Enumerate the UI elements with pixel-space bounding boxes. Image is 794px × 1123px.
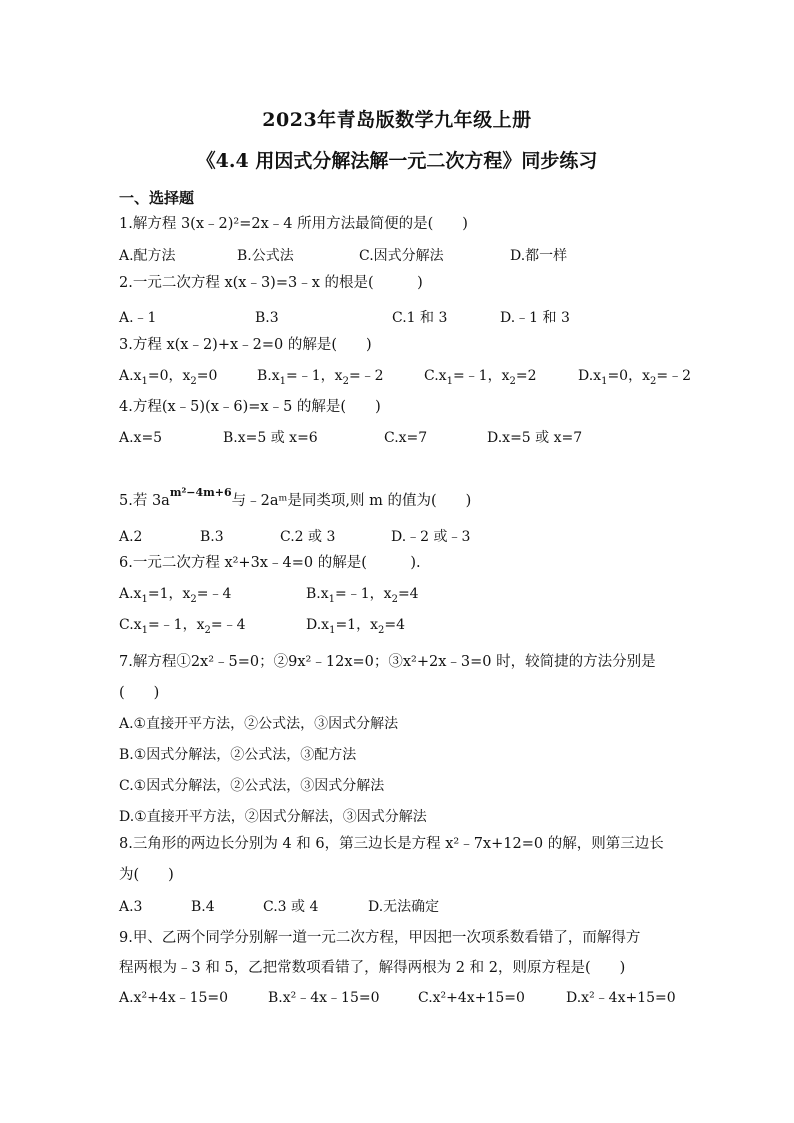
q3-option-b <box>257 366 384 392</box>
q6-b-sub1: 1 <box>328 593 336 605</box>
q2-option-c: C.1 和 3 <box>392 310 448 326</box>
q6-a-sub2: 2 <box>190 593 197 605</box>
question-9-stem-line2: 程两根为﹣3 和 5，乙把常数项看错了，解得两根为 2 和 2，则原方程是( ) <box>119 960 626 976</box>
q3-c-end: =2 <box>515 368 537 384</box>
q8-option-c: C.3 或 4 <box>263 899 319 915</box>
question-1-stem: 1.解方程 3(x﹣2)²=2x﹣4 所用方法最简便的是( ) <box>119 216 468 232</box>
question-9-stem-line1: 9.甲、乙两个同学分别解一道一元二次方程，甲因把一次项系数看错了，而解得方 <box>119 930 641 946</box>
question-5-stem <box>119 483 471 511</box>
section-heading: 一、选择题 <box>119 189 195 207</box>
q5-post: 与﹣2aᵐ是同类项,则 m 的值为( ) <box>231 493 472 509</box>
q6-d-sub1: 1 <box>329 624 336 636</box>
q6-c-pre: C.x <box>119 617 142 633</box>
q6-c-sub1: 1 <box>141 624 148 636</box>
q3-d-end: =﹣2 <box>656 368 692 384</box>
q6-c-mid: =﹣1，x <box>147 617 205 633</box>
q6-b-sub2: 2 <box>391 593 398 605</box>
q5-option-d: D.﹣2 或﹣3 <box>391 529 471 545</box>
q3-option-a <box>119 366 217 392</box>
q6-option-a <box>119 584 231 610</box>
q6-a-pre: A.x <box>119 586 142 602</box>
q3-option-d <box>578 366 691 392</box>
q6-d-mid: =1，x <box>335 617 378 633</box>
q7-option-c: C.①因式分解法，②公式法，③因式分解法 <box>119 778 385 794</box>
question-3-stem: 3.方程 x(x﹣2)+x﹣2=0 的解是( ) <box>119 337 372 353</box>
q6-c-end: =﹣4 <box>210 617 246 633</box>
q6-option-c <box>119 615 246 641</box>
q5-pre: 5.若 3a <box>119 493 170 509</box>
q1-option-b: B.公式法 <box>237 248 294 264</box>
question-8-stem-line1: 8.三角形的两边长分别为 4 和 6，第三边长是方程 x²﹣7x+12=0 的解，则第三边长 <box>119 836 664 852</box>
q3-a-sub2: 2 <box>190 375 197 387</box>
q9-option-d: D.x²﹣4x+15=0 <box>566 990 676 1006</box>
q3-option-c <box>424 366 537 392</box>
q3-c-mid: =﹣1，x <box>452 368 510 384</box>
q6-d-end: =4 <box>384 617 406 633</box>
q5-option-a: A.2 <box>119 529 143 545</box>
q3-b-sub1: 1 <box>279 375 287 387</box>
q5-option-c: C.2 或 3 <box>280 529 336 545</box>
q3-b-end: =﹣2 <box>348 368 384 384</box>
q7-option-b: B.①因式分解法，②公式法，③配方法 <box>119 747 357 763</box>
q4-option-c: C.x=7 <box>384 430 428 446</box>
q9-option-c: C.x²+4x+15=0 <box>418 990 525 1006</box>
q8-option-b: B.4 <box>191 899 215 915</box>
question-2-stem: 2.一元二次方程 x(x﹣3)=3﹣x 的根是( ) <box>119 275 423 291</box>
document-title: 2023年青岛版数学九年级上册 <box>262 109 532 131</box>
q3-a-pre: A.x <box>119 368 142 384</box>
q1-option-c: C.因式分解法 <box>359 248 444 264</box>
q3-b-sub2: 2 <box>342 375 349 387</box>
q4-option-a: A.x=5 <box>119 430 163 446</box>
question-6-stem: 6.一元二次方程 x²+3x﹣4=0 的解是( ). <box>119 555 421 571</box>
q1-option-a: A.配方法 <box>119 248 176 264</box>
q3-d-pre: D.x <box>578 368 602 384</box>
question-8-stem-line2: 为( ) <box>119 867 174 883</box>
q5-option-b: B.3 <box>200 529 224 545</box>
question-7-stem-line2: ( ) <box>119 685 160 701</box>
q6-a-mid: =1，x <box>147 586 191 602</box>
q6-b-end: =4 <box>397 586 419 602</box>
q3-d-sub1: 1 <box>601 375 608 387</box>
q7-option-d: D.①直接开平方法，②因式分解法，③因式分解法 <box>119 809 427 825</box>
q8-option-a: A.3 <box>119 899 143 915</box>
document-subtitle: 《4.4 用因式分解法解一元二次方程》同步练习 <box>196 150 598 172</box>
q1-option-d: D.都一样 <box>510 248 568 264</box>
q6-option-b <box>306 584 419 610</box>
q3-a-sub1: 1 <box>141 375 148 387</box>
q2-option-a: A.﹣1 <box>119 310 157 326</box>
question-7-stem-line1: 7.解方程①2x²﹣5=0；②9x²﹣12x=0；③x²+2x﹣3=0 时，较简捷的方法分别是 <box>119 654 656 670</box>
q6-c-sub2: 2 <box>204 624 211 636</box>
q4-option-d: D.x=5 或 x=7 <box>487 430 583 446</box>
q2-option-d: D.﹣1 和 3 <box>500 310 570 326</box>
q3-a-end: =0 <box>196 368 218 384</box>
q6-option-d <box>306 615 405 641</box>
q9-option-b: B.x²﹣4x﹣15=0 <box>268 990 380 1006</box>
q6-a-sub1: 1 <box>141 593 148 605</box>
q3-c-sub1: 1 <box>446 375 453 387</box>
q5-exponent: m²−4m+6 <box>169 486 232 499</box>
question-4-stem: 4.方程(x﹣5)(x﹣6)=x﹣5 的解是( ) <box>119 399 381 415</box>
q6-b-pre: B.x <box>306 586 329 602</box>
q6-d-sub2: 2 <box>378 624 385 636</box>
q4-option-b: B.x=5 或 x=6 <box>223 430 318 446</box>
q8-option-d: D.无法确定 <box>368 899 440 915</box>
q3-c-pre: C.x <box>424 368 447 384</box>
q3-a-mid: =0，x <box>147 368 191 384</box>
q3-d-mid: =0，x <box>607 368 650 384</box>
q7-option-a: A.①直接开平方法，②公式法，③因式分解法 <box>119 716 399 732</box>
q6-a-end: =﹣4 <box>196 586 232 602</box>
q3-d-sub2: 2 <box>650 375 657 387</box>
q3-b-mid: =﹣1，x <box>286 368 343 384</box>
q3-c-sub2: 2 <box>509 375 516 387</box>
q6-d-pre: D.x <box>306 617 330 633</box>
q6-b-mid: =﹣1，x <box>335 586 392 602</box>
q9-option-a: A.x²+4x﹣15=0 <box>119 990 229 1006</box>
q3-b-pre: B.x <box>257 368 280 384</box>
q2-option-b: B.3 <box>255 310 279 326</box>
